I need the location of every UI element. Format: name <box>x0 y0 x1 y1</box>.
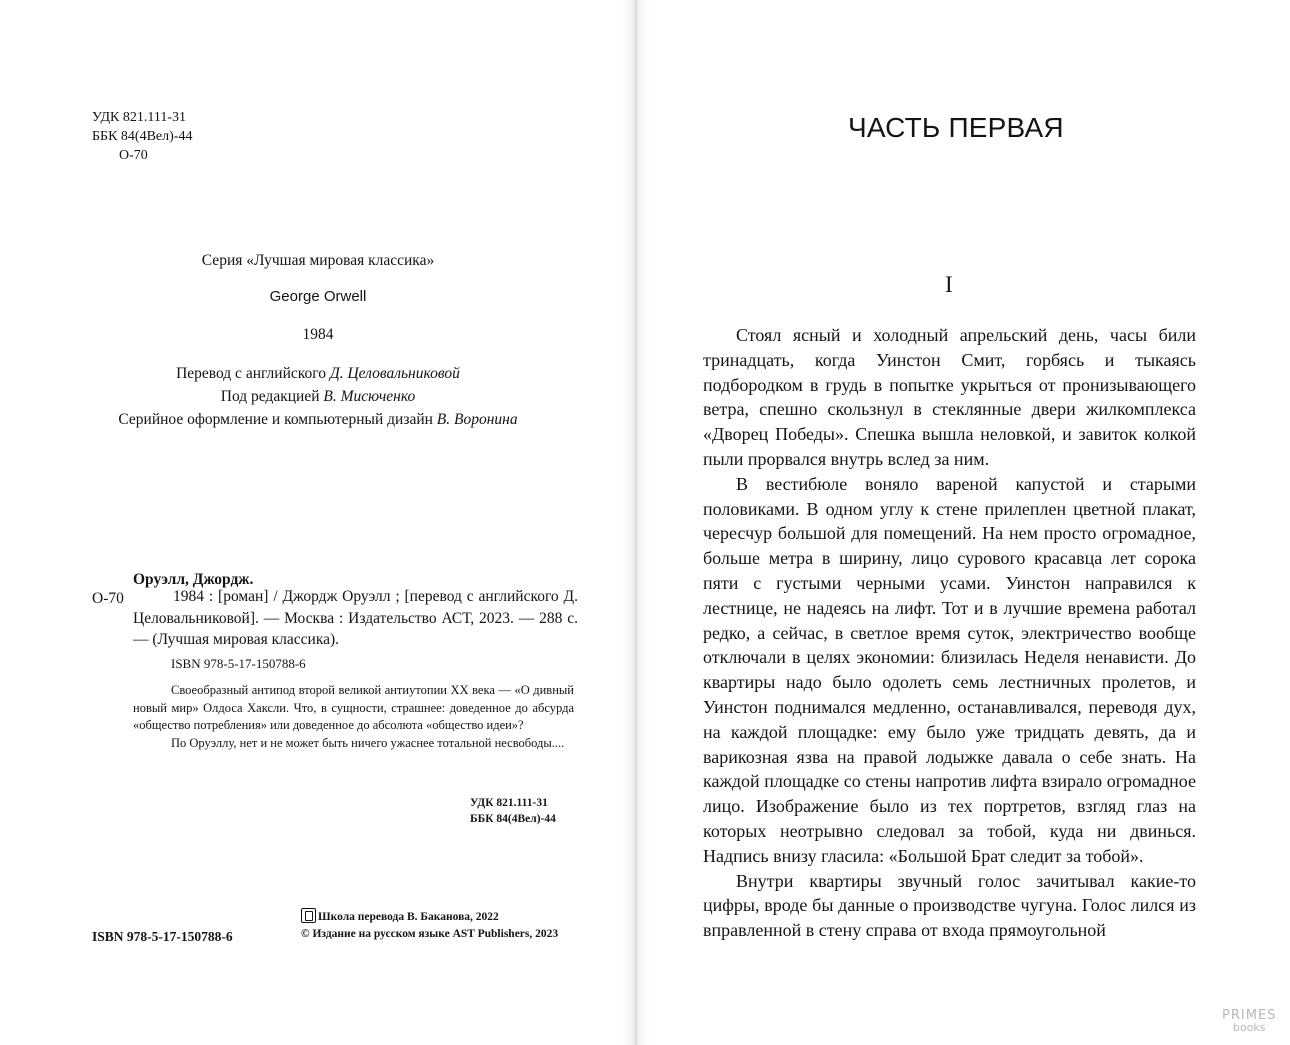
designer-name: В. Воронина <box>436 411 518 428</box>
book-spine-shadow <box>622 0 650 1045</box>
design-label: Серийное оформление и компьютерный дизайн <box>118 411 433 428</box>
copyright-block <box>301 908 558 943</box>
copyright-line-2: © Издание на русском языке AST Publishers, 2023 <box>301 928 559 940</box>
translation-credit <box>0 365 636 383</box>
watermark-line-2: books <box>1232 1021 1266 1034</box>
translator-name: Д. Целовальниковой <box>329 365 460 382</box>
catalog-code: О-70 <box>92 590 124 607</box>
series-line: Серия «Лучшая мировая классика» <box>201 252 435 269</box>
copyright-text-1: Школа перевода В. Баканова, 2022 <box>318 911 499 923</box>
udk-code: УДК 821.111-31 <box>92 110 187 125</box>
catalog-udk: УДК 821.111-31 <box>470 797 548 809</box>
editor-credit <box>0 388 636 406</box>
part-title: ЧАСТЬ ПЕРВАЯ <box>848 112 1064 143</box>
copyright-line-1 <box>301 908 558 926</box>
annotation-paragraph: По Оруэллу, нет и не может быть ничего ужаснее тотальной несвободы.... <box>171 735 565 750</box>
editor-name: В. Мисюченко <box>323 388 416 405</box>
catalog-isbn: ISBN 978-5-17-150788-6 <box>171 656 306 671</box>
body-paragraph: Внутри квартиры звучный голос зачитывал какие-то цифры, вроде бы данные о производстве чугуна. Голос лился из вправленной в стену справа от входа прямоугольной <box>703 870 1196 941</box>
body-paragraph: В вестибюле воняло вареной капустой и старыми половиками. В одном углу к стене прилеплен цветной плакат, чересчур большой для помещений. На нем просто огромадное, больше метра в ширину, лицо сурового красавца лет сорока пяти с густыми черными усами. Уинстон направился к лестнице, не надеясь на лифт. Тот и в лучшие времена работал редко, а сейчас, в светлое время суток, электричество вообще отключали в целях экономии: близилась Неделя ненависти. До квартиры надо было одолеть семь лестничных пролетов, и Уинстон поднимался медленно, останавливался, переводя дух, на каждой площадке: ему было уже тридцать девять, да и варикозная язва на правой лодыжке давала о себе знать. На каждой площадке со стены напротив лифта взирало огромадное лицо. Изображение было из тех портретов, взгляд глаз на которых неотрывно следовал за тобой, куда ни двинься. Надпись внизу гласила: «Большой Брат следит за тобой». <box>703 473 1196 866</box>
catalog-classification <box>470 795 556 827</box>
author-sign: О-70 <box>119 148 148 163</box>
chapter-body <box>703 323 1196 943</box>
bbk-code: ББК 84(4Вел)-44 <box>92 129 193 144</box>
editor-label: Под редакцией <box>220 388 320 405</box>
watermark <box>1222 1010 1276 1034</box>
annotation <box>133 682 574 752</box>
copyright-mark-icon <box>301 908 316 923</box>
design-credit <box>0 411 636 429</box>
book-title: 1984 <box>302 326 334 343</box>
catalog-author: Оруэлл, Джордж. <box>133 571 254 588</box>
annotation-paragraph: Своеобразный антипод второй великой антиутопии XX века — «О дивный новый мир» Олдоса Хаксли. Что, в сущности, страшнее: доведенное до абсурда «общество потребления» или доведенное до абсолюта «общество идеи»? <box>133 683 574 732</box>
isbn-bottom: ISBN 978-5-17-150788-6 <box>92 929 233 944</box>
body-paragraph: Стоял ясный и холодный апрельский день, часы били тринадцать, когда Уинстон Смит, горбясь и тыкаясь подбородком в грудь в попытке укрыться от пронизывающего ветра, спешно скользнул в стеклянные двери жилкомплекса «Дворец Победы». Спешка вышла неловкой, и завиток колкой пыли прорвался внутрь вслед за ним. <box>703 325 1196 469</box>
catalog-description: 1984 : [роман] / Джордж Оруэлл ; [перевод с английского Д. Целовальниковой]. — Москва : Издательство АСТ, 2023. — 288 с. — (Лучшая мировая классика). <box>133 588 578 648</box>
original-author: George Orwell <box>269 288 367 305</box>
chapter-number: I <box>945 272 953 297</box>
catalog-bbk: ББК 84(4Вел)-44 <box>470 813 556 825</box>
translation-label: Перевод с английского <box>176 365 326 382</box>
udk-header <box>92 108 192 165</box>
watermark-line-1: PRIMES <box>1222 1008 1277 1023</box>
